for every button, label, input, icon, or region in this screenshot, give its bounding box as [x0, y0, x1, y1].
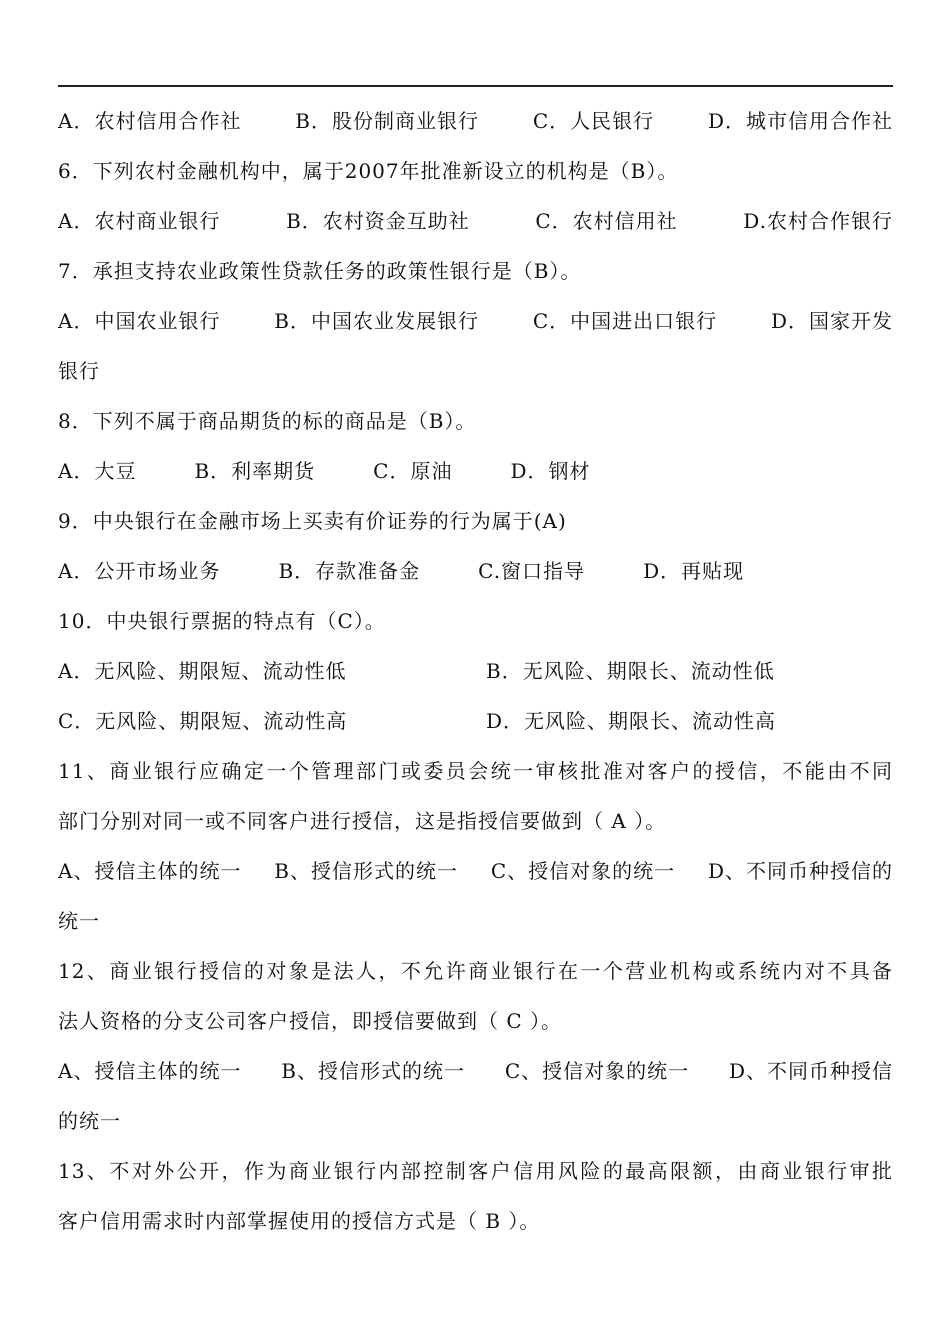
option-d: D．国家开发 [770, 309, 893, 333]
question-10: 10．中央银行票据的特点有（C）。 [58, 609, 386, 633]
question-11-line2: 部门分别对同一或不同客户进行授信，这是指授信要做到（ A ）。 [58, 809, 667, 833]
options-q12-continued: 的统一 [58, 1109, 121, 1133]
option-b: B．存款准备金 [278, 559, 421, 583]
option-b: B．农村资金互助社 [286, 209, 470, 233]
option-d: D．城市信用合作社 [707, 109, 893, 133]
option-c: C．中国进出口银行 [532, 309, 718, 333]
option-d: D．无风险、期限长、流动性高 [486, 709, 777, 733]
options-q11 [58, 846, 893, 896]
option-c: C．农村信用社 [535, 209, 678, 233]
option-b: B．中国农业发展银行 [274, 309, 479, 333]
option-b: B．股份制商业银行 [295, 109, 479, 133]
options-q7 [58, 296, 893, 346]
question-7: 7．承担支持农业政策性贷款任务的政策性银行是（B）。 [58, 259, 582, 283]
option-b: B．利率期货 [194, 459, 316, 483]
option-d: D．钢材 [510, 459, 591, 483]
question-11-line1: 11、商业银行应确定一个管理部门或委员会统一审核批准对客户的授信，不能由不同 [58, 759, 893, 783]
option-b: B、授信形式的统一 [274, 859, 458, 883]
option-a: A．中国农业银行 [58, 309, 221, 333]
options-q10-row2 [58, 696, 893, 746]
option-a: A、授信主体的统一 [58, 859, 242, 883]
header-rule [58, 85, 893, 87]
options-q7-continued: 银行 [58, 359, 100, 383]
question-9: 9．中央银行在金融市场上买卖有价证券的行为属于(A) [58, 509, 567, 533]
option-c: C．人民银行 [532, 109, 655, 133]
option-a: A．公开市场业务 [58, 559, 221, 583]
question-6: 6．下列农村金融机构中，属于2007年批准新设立的机构是（B）。 [58, 159, 679, 183]
option-c: C.窗口指导 [478, 559, 586, 583]
question-13-line2: 客户信用需求时内部掌握使用的授信方式是（ B ）。 [58, 1209, 541, 1233]
options-q11-continued: 统一 [58, 909, 100, 933]
option-c: C、授信对象的统一 [490, 859, 676, 883]
options-q5 [58, 96, 893, 146]
options-q12 [58, 1046, 893, 1096]
option-d: D．再贴现 [643, 559, 745, 583]
options-q8 [58, 446, 893, 496]
option-b: B．无风险、期限长、流动性低 [486, 659, 775, 683]
document-body [58, 96, 893, 1246]
option-a: A．农村信用合作社 [58, 109, 242, 133]
option-a: A．无风险、期限短、流动性低 [58, 659, 347, 683]
option-d: D、不同币种授信 [728, 1059, 893, 1083]
question-12-line1: 12、商业银行授信的对象是法人，不允许商业银行在一个营业机构或系统内对不具备 [58, 959, 893, 983]
option-c: C．原油 [373, 459, 453, 483]
option-d: D.农村合作银行 [743, 209, 893, 233]
option-c: C、授信对象的统一 [504, 1059, 690, 1083]
options-q6 [58, 196, 893, 246]
option-d: D、不同币种授信的 [707, 859, 893, 883]
option-c: C．无风险、期限短、流动性高 [58, 709, 348, 733]
option-b: B、授信形式的统一 [281, 1059, 465, 1083]
options-q10-row1 [58, 646, 893, 696]
option-a: A．大豆 [58, 459, 137, 483]
question-13-line1: 13、不对外公开，作为商业银行内部控制客户信用风险的最高限额，由商业银行审批 [58, 1159, 893, 1183]
option-a: A．农村商业银行 [58, 209, 221, 233]
question-8: 8．下列不属于商品期货的标的商品是（B）。 [58, 409, 477, 433]
option-a: A、授信主体的统一 [58, 1059, 242, 1083]
options-q9 [58, 546, 893, 596]
question-12-line2: 法人资格的分支公司客户授信，即授信要做到（ C ）。 [58, 1009, 563, 1033]
